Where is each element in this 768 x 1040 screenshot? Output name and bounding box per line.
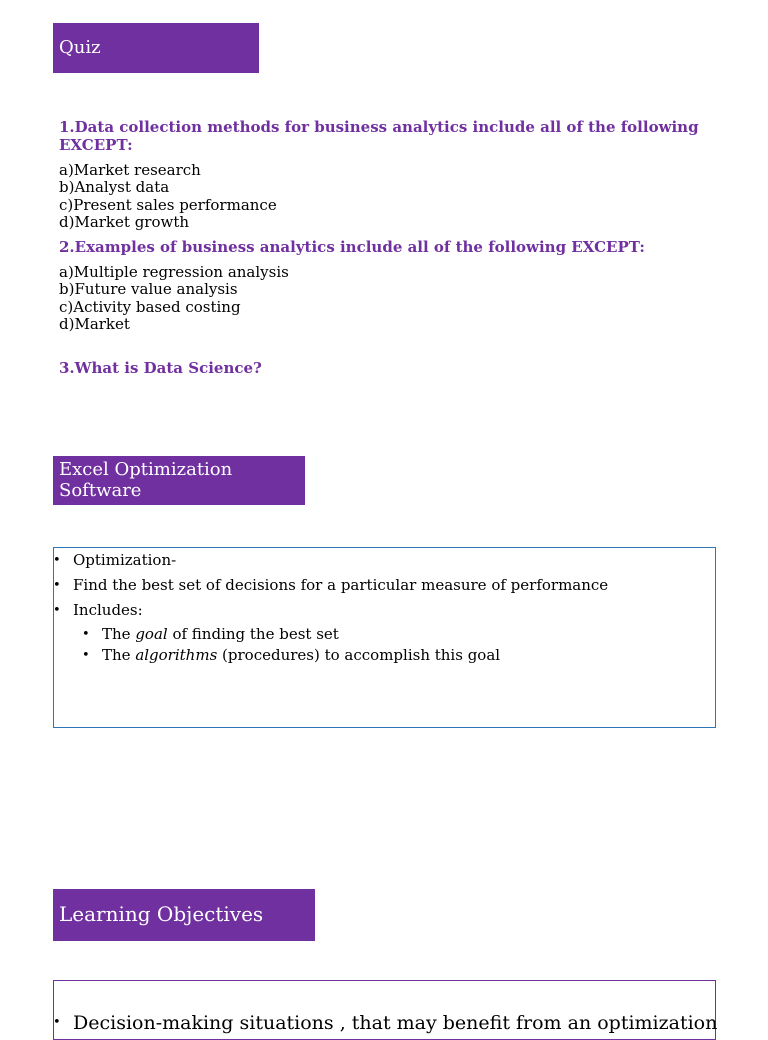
learning-objectives-text-box bbox=[53, 980, 716, 1040]
question-3: 3.What is Data Science? bbox=[59, 359, 262, 377]
bullet-icon: • bbox=[53, 1015, 61, 1030]
excel-optimization-heading bbox=[53, 456, 305, 505]
answer-option: a)Market research bbox=[59, 161, 201, 179]
text-run: (procedures) to accomplish this goal bbox=[217, 646, 501, 664]
bullet-item bbox=[54, 599, 608, 624]
emphasis-goal: goal bbox=[135, 625, 168, 643]
bullet-item bbox=[54, 549, 608, 574]
bullet-text: Includes: bbox=[73, 601, 143, 619]
sub-bullet-text bbox=[102, 625, 339, 643]
answer-option: b)Analyst data bbox=[59, 178, 170, 197]
learning-objectives-heading bbox=[53, 889, 315, 941]
bullet-icon: • bbox=[53, 578, 61, 593]
answer-option: d)Market bbox=[59, 314, 130, 333]
quiz-heading-label: Quiz bbox=[59, 37, 101, 58]
question-1-answers bbox=[59, 162, 277, 231]
answer-option: a)Multiple regression analysis bbox=[59, 263, 289, 281]
excel-optimization-heading-label: Excel Optimization Software bbox=[59, 459, 233, 501]
answer-option: c)Activity based costing bbox=[59, 297, 241, 316]
quiz-heading bbox=[53, 23, 259, 73]
optimization-bullet-list bbox=[54, 549, 608, 666]
bullet-icon: • bbox=[82, 648, 90, 663]
text-run: The bbox=[102, 625, 136, 643]
question-2: 2.Examples of business analytics include all of the following EXCEPT: bbox=[59, 238, 645, 256]
bullet-item bbox=[54, 574, 608, 599]
answer-option: d)Market growth bbox=[59, 212, 190, 231]
bullet-icon: • bbox=[53, 553, 61, 568]
sub-bullet-item bbox=[54, 624, 608, 645]
question-1: 1.Data collection methods for business analytics include all of the following EXCEPT: bbox=[59, 118, 699, 154]
text-run: of finding the best set bbox=[167, 625, 339, 643]
sub-bullet-text bbox=[102, 646, 500, 664]
learning-objectives-heading-label: Learning Objectives bbox=[59, 902, 264, 926]
bullet-item bbox=[54, 1009, 717, 1037]
answer-option: b)Future value analysis bbox=[59, 280, 238, 299]
optimization-text-box bbox=[53, 547, 716, 728]
bullet-icon: • bbox=[82, 627, 90, 642]
bullet-text: Find the best set of decisions for a particular measure of performance bbox=[73, 576, 609, 594]
emphasis-algorithms: algorithms bbox=[135, 646, 218, 664]
sub-bullet-item bbox=[54, 645, 608, 666]
answer-option: c)Present sales performance bbox=[59, 195, 277, 214]
text-run: The bbox=[102, 646, 136, 664]
learning-objectives-bullet-list bbox=[54, 1009, 717, 1037]
bullet-text: Decision-making situations , that may benefit from an optimization bbox=[73, 1012, 718, 1034]
bullet-icon: • bbox=[53, 603, 61, 618]
bullet-text: Optimization- bbox=[73, 551, 177, 569]
question-2-answers bbox=[59, 264, 289, 333]
